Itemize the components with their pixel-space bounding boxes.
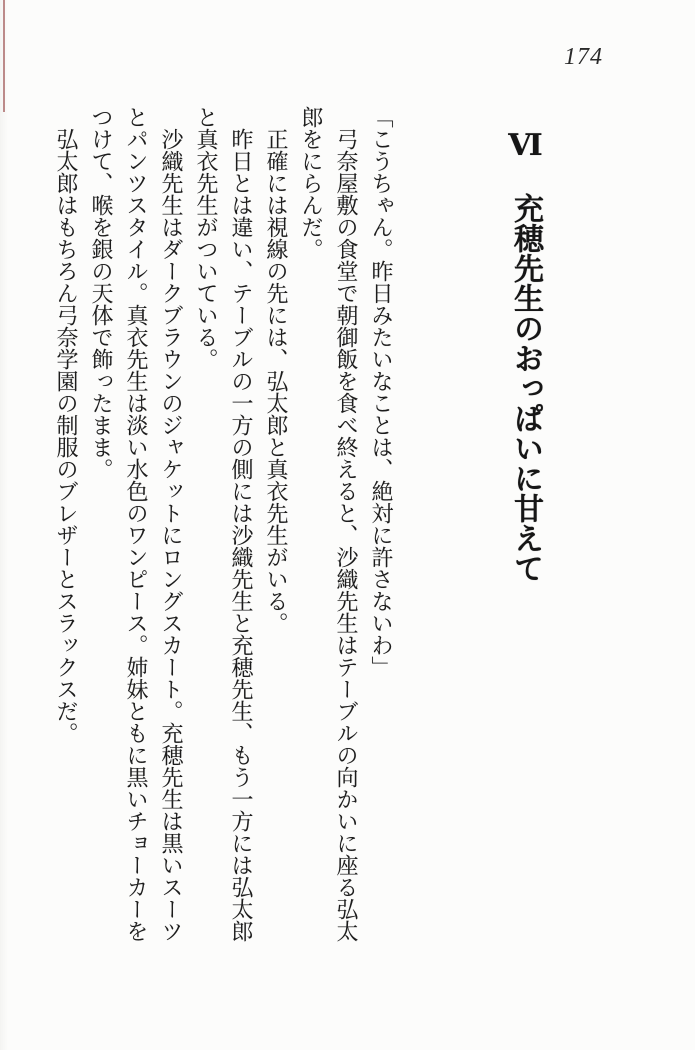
paragraph: 沙織先生はダークブラウンのジャケットにロングスカート。充穂先生は黒いスーツとパンツスタイル。真衣先生は淡い水色のワンピース。姉妹ともに黒いチョーカーをつけて、喉を銀の天体で飾ったまま。	[89, 106, 184, 942]
scan-artifact-line	[3, 0, 5, 112]
paragraph: 正確には視線の先には、弘太郎と真衣先生がいる。	[264, 128, 289, 634]
page-content	[49, 106, 545, 948]
paragraph: 弘太郎はもちろん弓奈学園の制服のブレザーとスラックスだ。	[54, 128, 79, 744]
body-text	[49, 106, 399, 948]
paragraph: 昨日とは違い、テーブルの一方の側には沙織先生と充穂先生、もう一方には弘太郎と真衣先生がついている。	[194, 106, 254, 942]
page-number: 174	[564, 44, 603, 70]
chapter-heading: Ⅵ 充穂先生のおっぱいに甘えて	[509, 128, 542, 583]
paragraph: 弓奈屋敷の食堂で朝御飯を食べ終えると、沙織先生はテーブルの向かいに座る弘太郎をにらんだ。	[299, 106, 359, 942]
paragraph: 「こうちゃん。昨日みたいなことは、絶対に許さないわ」	[369, 106, 394, 678]
